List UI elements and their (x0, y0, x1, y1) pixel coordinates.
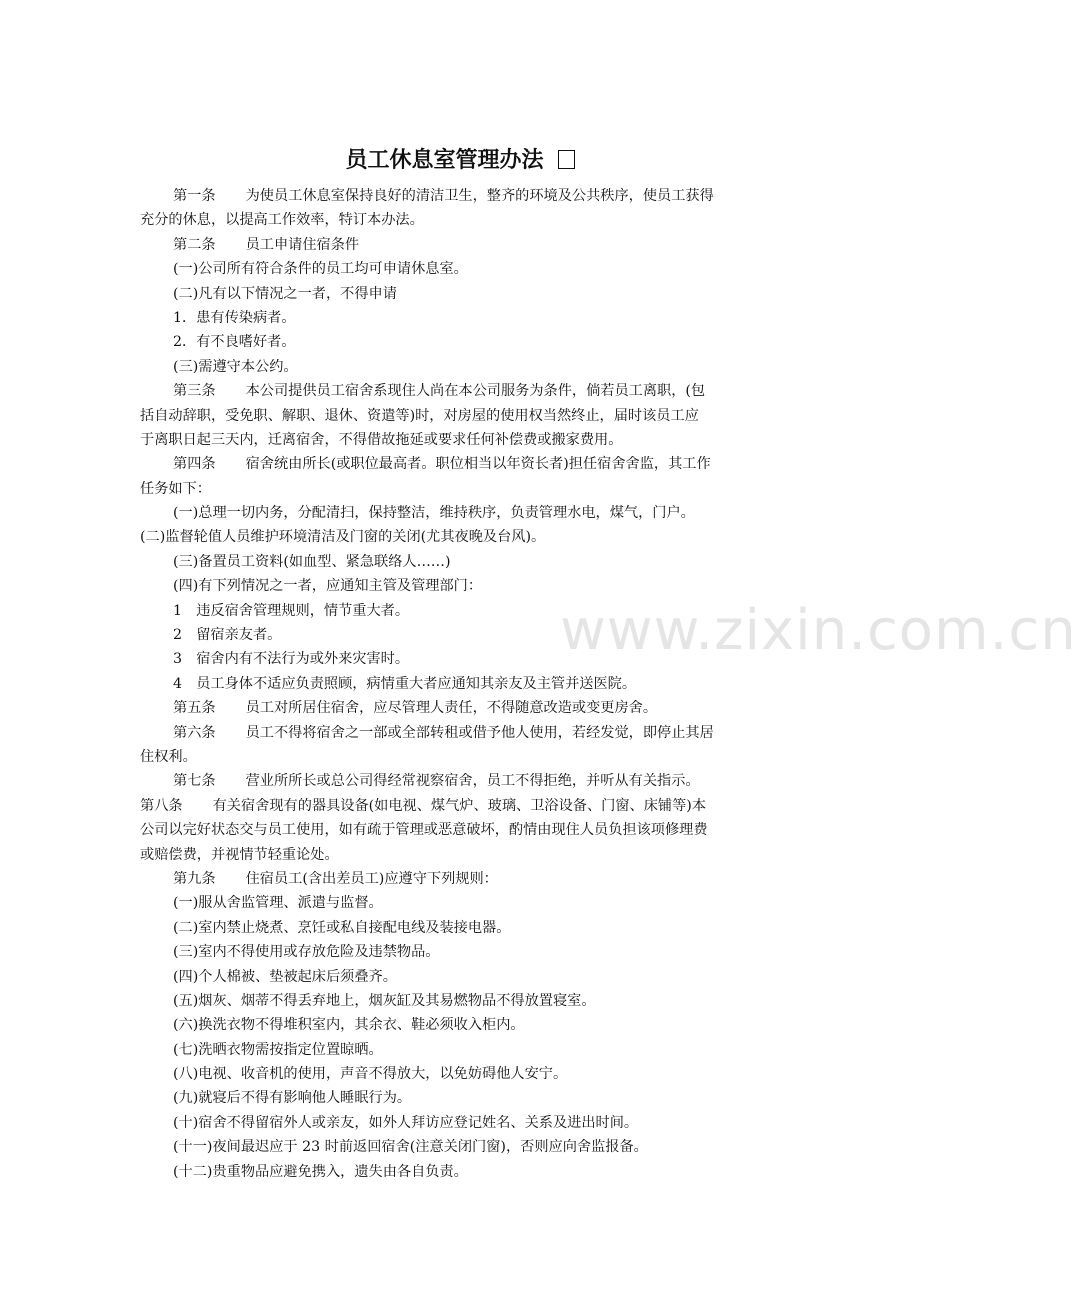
line-text: 1 违反宿舍管理规则，情节重大者。 (173, 602, 410, 619)
line-text: 宿舍统由所长(或职位最高者。职位相当以年资长者)担任宿舍舍监，其工作 (245, 456, 711, 473)
paragraph-line (140, 672, 792, 696)
paragraph-line (140, 501, 792, 525)
line-text: 营业所所长或总公司得经常视察宿舍，员工不得拒绝，并听从有关指示。 (245, 773, 700, 790)
paragraph-line (140, 452, 792, 476)
line-text: (二)凡有以下情况之一者，不得申请 (173, 285, 397, 302)
line-text: 员工不得将宿舍之一部或全部转租或借予他人使用，若经发觉，即停止其居 (245, 724, 714, 741)
paragraph-line (140, 1038, 792, 1062)
paragraph-line (140, 379, 792, 403)
article-label: 第五条 (173, 700, 216, 717)
line-text: 公司以完好状态交与员工使用，如有疏于管理或恶意破坏，酌情由现住人员负担该项修理费 (140, 822, 708, 839)
paragraph-line (140, 306, 792, 330)
paragraph-line (140, 1062, 792, 1086)
paragraph-line (140, 843, 792, 867)
line-text: (五)烟灰、烟蒂不得丢弃地上，烟灰缸及其易燃物品不得放置寝室。 (173, 992, 596, 1009)
line-text: 本公司提供员工宿舍系现住人尚在本公司服务为条件，倘若员工离职，(包 (245, 383, 706, 400)
line-text: 住权利。 (140, 748, 197, 765)
paragraph-line (140, 282, 792, 306)
paragraph-line (140, 1160, 792, 1184)
paragraph-line (140, 916, 792, 940)
line-text: 括自动辞职，受免职、解职、退休、资遣等)时，对房屋的使用权当然终止，届时该员工应 (140, 407, 699, 424)
line-text: (四)个人棉被、垫被起床后须叠齐。 (173, 968, 397, 985)
article-label: 第四条 (173, 456, 216, 473)
line-text: 2 留宿亲友者。 (173, 627, 282, 644)
paragraph-line (140, 965, 792, 989)
line-text: (一)总理一切内务，分配清扫，保持整洁，维持秩序，负责管理水电，煤气，门户。 (173, 505, 695, 522)
paragraph-line (140, 550, 792, 574)
line-text: (十一)夜间最迟应于 23 时前返回宿舍(注意关闭门窗)，否则应向舍监报备。 (173, 1139, 648, 1156)
line-text: (八)电视、收音机的使用，声音不得放大，以免妨碍他人安宁。 (173, 1066, 568, 1083)
article-label: 第八条 (140, 797, 183, 814)
line-text: 有关宿舍现有的器具设备(如电视、煤气炉、玻璃、卫浴设备、门窗、床铺等)本 (212, 797, 707, 814)
line-text: (九)就寝后不得有影响他人睡眠行为。 (173, 1090, 412, 1107)
checkbox-glyph-icon (558, 150, 575, 169)
paragraph-line (140, 525, 792, 549)
article-label: 第九条 (173, 870, 216, 887)
line-text: (二)室内禁止烧煮、烹饪或私自接配电线及装接电器。 (173, 919, 511, 936)
line-text: (三)需遵守本公约。 (173, 358, 298, 375)
paragraph-line (140, 769, 792, 793)
paragraph-line (140, 1086, 792, 1110)
paragraph-line (140, 1135, 792, 1159)
line-text: (一)服从舍监管理、派遣与监督。 (173, 895, 383, 912)
paragraph-line (140, 330, 792, 354)
paragraph-line (140, 867, 792, 891)
paragraph-line (140, 647, 792, 671)
paragraph-line (140, 355, 792, 379)
line-text: 员工对所居住宿舍，应尽管理人责任，不得随意改造或变更房舍。 (245, 700, 658, 717)
paragraph-line (140, 794, 792, 818)
paragraph-line (140, 891, 792, 915)
paragraph-line (140, 696, 792, 720)
article-label: 第二条 (173, 236, 216, 253)
paragraph-line (140, 233, 792, 257)
line-text: 4 员工身体不适应负责照顾，病情重大者应通知其亲友及主管并送医院。 (173, 675, 637, 692)
line-text: (六)换洗衣物不得堆积室内，其余衣、鞋必须收入柜内。 (173, 1017, 525, 1034)
paragraph-line (140, 818, 792, 842)
line-text: 于离职日起三天内，迁离宿舍，不得借故拖延或要求任何补偿费或搬家费用。 (140, 431, 623, 448)
article-label: 第三条 (173, 383, 216, 400)
paragraph-line (140, 574, 792, 598)
document-body (140, 184, 792, 1184)
paragraph-line (140, 404, 792, 428)
paragraph-line (140, 184, 792, 208)
line-text: (十二)贵重物品应避免携入，遗失由各自负责。 (173, 1163, 468, 1180)
line-text: (四)有下列情况之一者，应通知主管及管理部门： (173, 578, 483, 595)
paragraph-line (140, 257, 792, 281)
paragraph-line (140, 599, 792, 623)
line-text: (七)洗晒衣物需按指定位置晾晒。 (173, 1041, 383, 1058)
line-text: (二)监督轮值人员维护环境清洁及门窗的关闭(尤其夜晚及台风)。 (140, 529, 546, 546)
line-text: (十)宿舍不得留宿外人或亲友，如外人拜访应登记姓名、关系及进出时间。 (173, 1114, 639, 1131)
line-text: 住宿员工(含出差员工)应遵守下列规则： (245, 870, 498, 887)
paragraph-line (140, 745, 792, 769)
line-text: 充分的休息，以提高工作效率，特订本办法。 (140, 212, 424, 229)
line-text: 为使员工休息室保持良好的清洁卫生，整齐的环境及公共秩序，使员工获得 (245, 188, 714, 204)
paragraph-line (140, 1013, 792, 1037)
line-text: (三)室内不得使用或存放危险及违禁物品。 (173, 944, 440, 961)
line-text: 3 宿舍内有不法行为或外来灾害时。 (173, 651, 410, 668)
watermark: www.zixin.com.cn (560, 598, 1077, 663)
document-title: 员工休息室管理办法 (345, 148, 544, 173)
article-label: 第六条 (173, 724, 216, 741)
paragraph-line (140, 989, 792, 1013)
document-title-row (0, 143, 920, 179)
paragraph-line (140, 208, 792, 232)
paragraph-line (140, 477, 792, 501)
paragraph-line (140, 721, 792, 745)
line-text: 2．有不良嗜好者。 (173, 334, 296, 351)
line-text: 员工申请住宿条件 (245, 236, 360, 253)
line-text: (三)备置员工资料(如血型、紧急联络人……) (173, 553, 451, 570)
paragraph-line (140, 623, 792, 647)
line-text: 1．患有传染病者。 (173, 309, 296, 326)
paragraph-line (140, 940, 792, 964)
line-text: 或赔偿费，并视情节轻重论处。 (140, 846, 339, 863)
paragraph-line (140, 428, 792, 452)
line-text: (一)公司所有符合条件的员工均可申请休息室。 (173, 261, 468, 278)
paragraph-line (140, 1111, 792, 1135)
line-text: 任务如下： (140, 480, 211, 497)
article-label: 第七条 (173, 773, 216, 790)
article-label: 第一条 (173, 188, 216, 204)
